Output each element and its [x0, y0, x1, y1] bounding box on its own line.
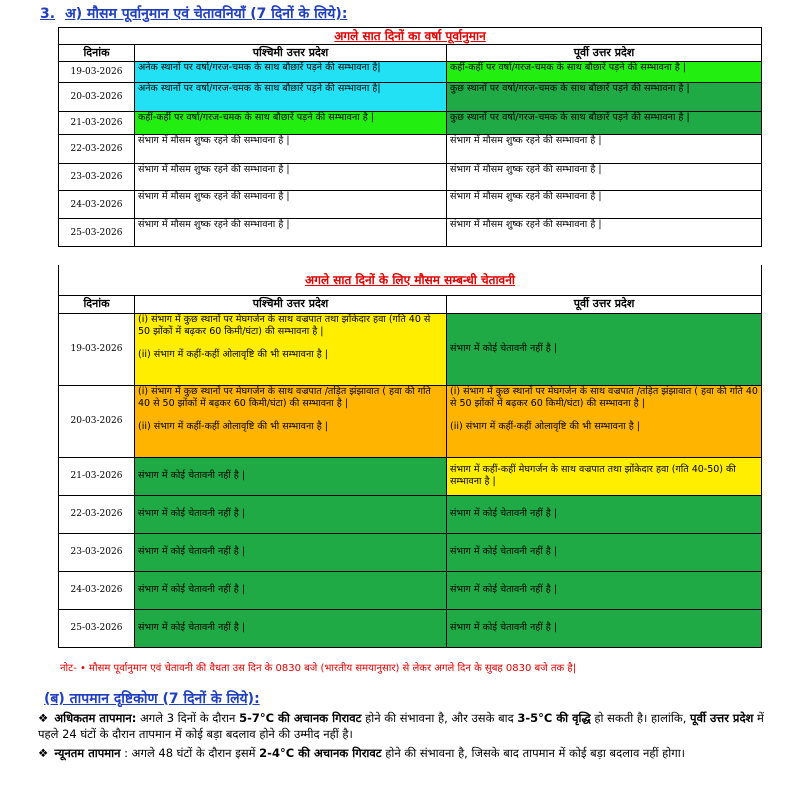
- warning-row: [59, 457, 762, 495]
- max-temp-text-4: में पहले 24 घंटों के दौरान तापमान में कोई बड़ा बदलाव होने की उम्मीद नहीं है।: [38, 711, 764, 741]
- forecast-west-cell: संभाग में मौसम शुष्क रहने की सम्भावना है |: [135, 135, 447, 164]
- forecast-east-cell: कहीं-कहीं पर वर्षा/गरज-चमक के साथ बौछारें पड़ने की सम्भावना है |: [447, 62, 762, 83]
- forecast-east-cell: संभाग में मौसम शुष्क रहने की सम्भावना है |: [447, 135, 762, 164]
- warning-west-cell: [135, 495, 447, 533]
- warning-text: संभाग में कोई चेतावनी नहीं है |: [450, 584, 558, 595]
- forecast-west-cell: संभाग में मौसम शुष्क रहने की सम्भावना है |: [135, 191, 447, 219]
- warning-row: [59, 609, 762, 647]
- forecast-west-cell: संभाग में मौसम शुष्क रहने की सम्भावना है |: [135, 219, 447, 247]
- warning-text: (i) संभाग में कुछ स्थानों पर मेघगर्जन के साथ वज्रपात /तड़ित झंझावात ( हवा की गति 40 से 50 झोंकों में बढ़कर 60 किमी/घंटा) की सम्भावना है |: [450, 385, 758, 409]
- forecast-east-cell: संभाग में मौसम शुष्क रहने की सम्भावना है |: [447, 191, 762, 219]
- forecast-row: [59, 219, 762, 247]
- warning-west-cell: [135, 385, 447, 457]
- min-temp-drop: 2-4°C की अचानक गिरावट: [259, 746, 382, 760]
- warning-west-cell: [135, 457, 447, 495]
- max-temp-text-3: हो सकती है। हालांकि,: [590, 711, 691, 725]
- warning-west-cell: [135, 609, 447, 647]
- diamond-bullet-icon: ❖: [38, 711, 49, 725]
- warning-row: [59, 495, 762, 533]
- warning-date: 22-03-2026: [59, 495, 135, 533]
- warning-text: (ii) संभाग में कहीं-कहीं ओलावृष्टि की भी सम्भावना है |: [138, 420, 328, 432]
- warning-east-cell: [447, 457, 762, 495]
- forecast-row: [59, 164, 762, 191]
- forecast-date: 20-03-2026: [59, 83, 135, 112]
- warning-date: 20-03-2026: [59, 385, 135, 457]
- forecast-row: [59, 112, 762, 135]
- warning-text: संभाग में कोई चेतावनी नहीं है |: [450, 546, 558, 557]
- forecast-row: [59, 135, 762, 164]
- forecast-date: 21-03-2026: [59, 112, 135, 135]
- min-temp-label: न्यूनतम तापमान: [54, 746, 121, 760]
- forecast-table-title: अगले सात दिनों का वर्षा पूर्वानुमान: [59, 28, 762, 45]
- max-temp-text-1: अगले 3 दिनों के दौरान: [136, 711, 240, 725]
- warning-east-cell: [447, 533, 762, 571]
- warning-west-cell: [135, 533, 447, 571]
- min-temp-text-2: होने की संभावना है, जिसके बाद तापमान में कोई बड़ा बदलाव नहीं होगा।: [381, 746, 686, 760]
- temperature-outlook-heading: (ब) तापमान दृष्टिकोण (7 दिनों के लिये):: [44, 691, 260, 707]
- forecast-west-cell: कहीं-कहीं पर वर्षा/गरज-चमक के साथ बौछारें पड़ने की सम्भावना है |: [135, 112, 447, 135]
- warning-west-cell: [135, 313, 447, 385]
- max-temp-drop: 5-7°C की अचानक गिरावट: [239, 711, 362, 725]
- warning-date: 23-03-2026: [59, 533, 135, 571]
- forecast-header-west: पश्चिमी उत्तर प्रदेश: [135, 45, 447, 62]
- forecast-date: 23-03-2026: [59, 164, 135, 191]
- warning-text: संभाग में कोई चेतावनी नहीं है |: [450, 508, 558, 519]
- forecast-row: [59, 83, 762, 112]
- warning-row: [59, 533, 762, 571]
- forecast-date: 25-03-2026: [59, 219, 135, 247]
- forecast-west-cell: अनेक स्थानों पर वर्षा/गरज-चमक के साथ बौछारें पड़ने की सम्भावना है|: [135, 62, 447, 83]
- max-temp-region: पूर्वी उत्तर प्रदेश: [690, 711, 754, 725]
- warning-date: 25-03-2026: [59, 609, 135, 647]
- max-temp-rise: 3-5°C की वृद्धि: [517, 711, 591, 725]
- warning-text: संभाग में कोई चेतावनी नहीं है |: [450, 343, 558, 354]
- warning-text: संभाग में कोई चेतावनी नहीं है |: [138, 584, 246, 595]
- warning-text: (ii) संभाग में कहीं-कहीं ओलावृष्टि की भी सम्भावना है |: [450, 420, 640, 432]
- forecast-date: 24-03-2026: [59, 191, 135, 219]
- warning-text: संभाग में कोई चेतावनी नहीं है |: [138, 622, 246, 633]
- warning-header-date: दिनांक: [59, 295, 135, 313]
- warning-header-west: पश्चिमी उत्तर प्रदेश: [135, 295, 447, 313]
- forecast-row: [59, 191, 762, 219]
- min-temp-text-1: : अगले 48 घंटों के दौरान इसमें: [120, 746, 260, 760]
- warning-text: संभाग में कोई चेतावनी नहीं है |: [138, 470, 246, 481]
- forecast-date: 22-03-2026: [59, 135, 135, 164]
- forecast-row: [59, 62, 762, 83]
- warning-text: (ii) संभाग में कहीं-कहीं ओलावृष्टि की भी सम्भावना है |: [138, 348, 328, 360]
- max-temp-label: अधिकतम तापमान:: [54, 711, 137, 725]
- forecast-west-cell: अनेक स्थानों पर वर्षा/गरज-चमक के साथ बौछारें पड़ने की सम्भावना है|: [135, 83, 447, 112]
- warning-header-east: पूर्वी उत्तर प्रदेश: [447, 295, 762, 313]
- forecast-east-cell: संभाग में मौसम शुष्क रहने की सम्भावना है |: [447, 164, 762, 191]
- warning-east-cell: [447, 571, 762, 609]
- warning-east-cell: [447, 609, 762, 647]
- warning-text: (i) संभाग में कुछ स्थानों पर मेघगर्जन के साथ वज्रपात तथा झोंकेदार हवा (गति 40 से 50 झोंकों में बढ़कर 60 किमी/घंटा) की सम्भावना है |: [138, 313, 431, 337]
- section-title: अ) मौसम पूर्वानुमान एवं चेतावनियाँ (7 दिनों के लिये):: [65, 6, 348, 22]
- forecast-east-cell: कुछ स्थानों पर वर्षा/गरज-चमक के साथ बौछारें पड़ने की सम्भावना है |: [447, 83, 762, 112]
- min-temperature-outlook: [38, 745, 768, 761]
- warning-east-cell: [447, 495, 762, 533]
- max-temperature-outlook: [38, 710, 768, 742]
- forecast-west-cell: संभाग में मौसम शुष्क रहने की सम्भावना है |: [135, 164, 447, 191]
- warning-date: 19-03-2026: [59, 313, 135, 385]
- forecast-date: 19-03-2026: [59, 62, 135, 83]
- warning-row: [59, 385, 762, 457]
- warning-text: संभाग में कहीं-कहीं मेघगर्जन के साथ वज्रपात तथा झोंकेदार हवा (गति 40-50) की सम्भावना है |: [450, 464, 736, 487]
- warning-west-cell: [135, 571, 447, 609]
- forecast-east-cell: संभाग में मौसम शुष्क रहने की सम्भावना है |: [447, 219, 762, 247]
- warning-row: [59, 571, 762, 609]
- validity-note: नोट- • मौसम पूर्वानुमान एवं चेतावनी की वैधता उस दिन के 0830 बजे (भारतीय समयानुसार) से लेकर अगले दिन के सुबह 0830 बजे तक है|: [60, 663, 577, 674]
- max-temp-text-2: होने की संभावना है, और उसके बाद: [361, 711, 518, 725]
- warning-text: संभाग में कोई चेतावनी नहीं है |: [450, 622, 558, 633]
- forecast-header-east: पूर्वी उत्तर प्रदेश: [447, 45, 762, 62]
- warning-east-cell: [447, 385, 762, 457]
- forecast-header-date: दिनांक: [59, 45, 135, 62]
- warning-table-title: अगले सात दिनों के लिए मौसम सम्बन्धी चेतावनी: [59, 265, 762, 295]
- section-number: 3.: [40, 6, 56, 22]
- section-heading: [40, 4, 347, 23]
- weather-warning-table: [58, 265, 762, 648]
- warning-text: संभाग में कोई चेतावनी नहीं है |: [138, 546, 246, 557]
- warning-row: [59, 313, 762, 385]
- forecast-east-cell: कुछ स्थानों पर वर्षा/गरज-चमक के साथ बौछारें पड़ने की सम्भावना है |: [447, 112, 762, 135]
- warning-east-cell: [447, 313, 762, 385]
- rain-forecast-table: [58, 27, 762, 247]
- warning-date: 24-03-2026: [59, 571, 135, 609]
- warning-date: 21-03-2026: [59, 457, 135, 495]
- diamond-bullet-icon: ❖: [38, 746, 49, 760]
- warning-text: (i) संभाग में कुछ स्थानों पर मेघगर्जन के साथ वज्रपात /तड़ित झंझावात ( हवा की गति 40 से 50 झोंकों में बढ़कर 60 किमी/घंटा) की सम्भावना है |: [138, 385, 431, 409]
- warning-text: संभाग में कोई चेतावनी नहीं है |: [138, 508, 246, 519]
